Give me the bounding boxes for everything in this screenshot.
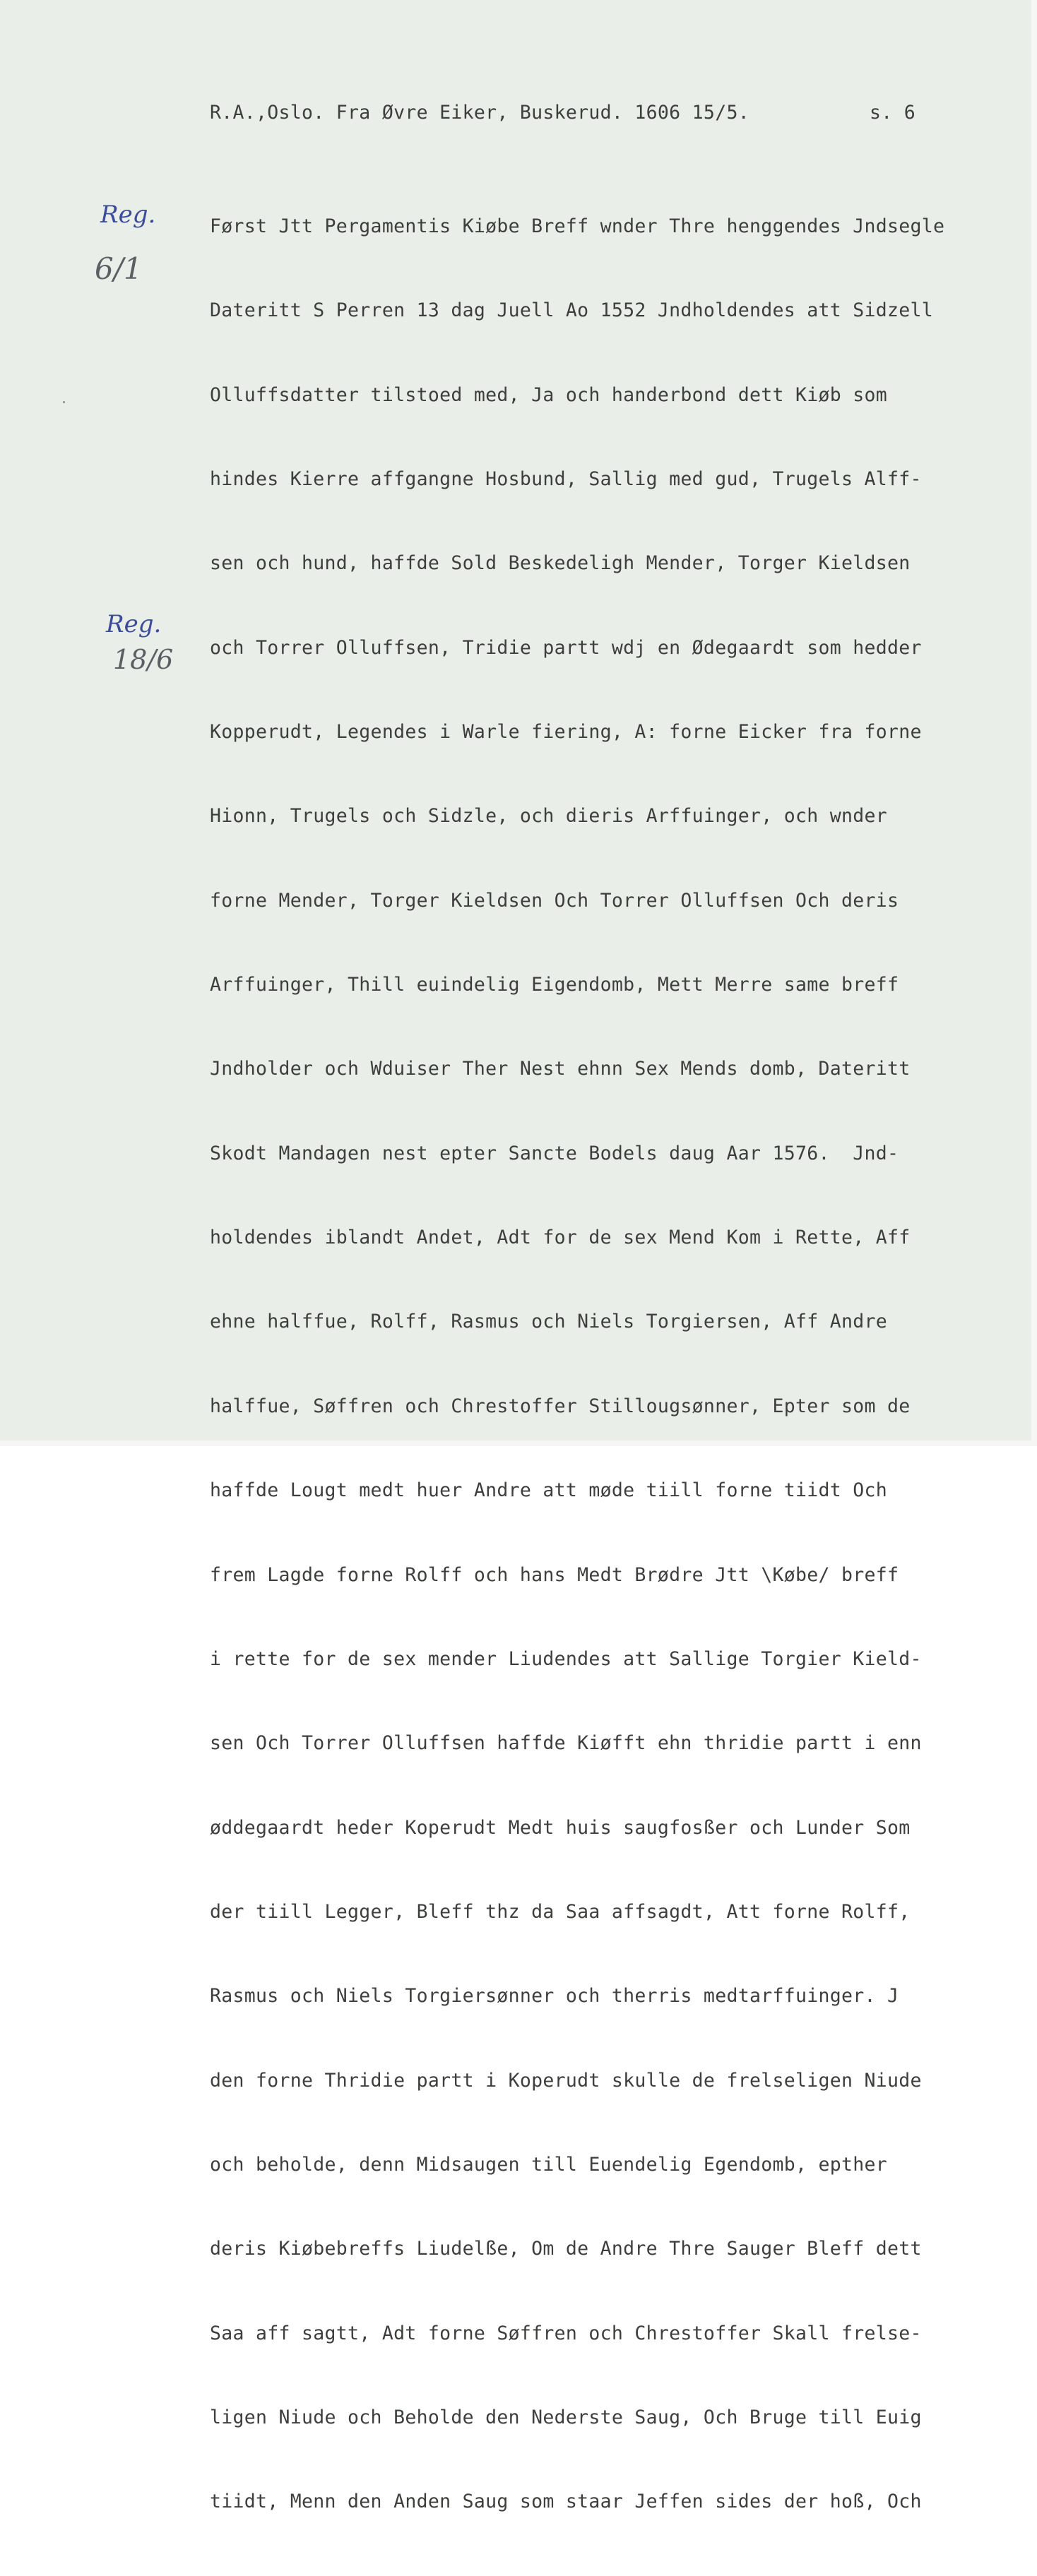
text-line: sen och hund, haffde Sold Beskedeligh Mender, Torger Kieldsen xyxy=(210,552,911,575)
text-line: holdendes iblandt Andet, Adt for de sex Mend Kom i Rette, Aff xyxy=(210,1227,911,1249)
text-line: sen Och Torrer Olluffsen haffde Kiøfft ehn thridie partt i enn xyxy=(210,1732,922,1755)
text-line: Kopperudt, Legendes i Warle fiering, A: forne Eicker fra forne xyxy=(210,721,922,744)
text-line: Dateritt S Perren 13 dag Juell Ao 1552 Jndholdendes att Sidzell xyxy=(210,299,934,322)
text-line: Skodt Mandagen nest epter Sancte Bodels daug Aar 1576. Jnd- xyxy=(210,1142,899,1164)
margin-annotation-label: Reg. xyxy=(106,610,162,638)
margin-annotation-value: 18/6 xyxy=(113,644,174,675)
text-line: Hionn, Trugels och Sidzle, och dieris Arffuinger, och wnder xyxy=(210,805,888,828)
text-line: forne Mender, Torger Kieldsen Och Torrer Olluffsen Och deris xyxy=(210,889,899,912)
text-line: deris Kiøbebreffs Liudelße, Om de Andre Thre Sauger Bleff dett xyxy=(210,2238,922,2260)
text-line: hindes Kierre affgangne Hosbund, Sallig med gud, Trugels Alff- xyxy=(210,468,922,491)
text-line: Arffuinger, Thill euindelig Eigendomb, Mett Merre same breff xyxy=(210,974,899,996)
text-line: Jndholder och Wduiser Ther Nest ehnn Sex Mends domb, Dateritt xyxy=(210,1058,911,1080)
text-line: i rette for de sex mender Liudendes att Sallige Torgier Kield- xyxy=(210,1647,922,1670)
document-header: R.A.,Oslo. Fra Øvre Eiker, Buskerud. 1606 15/5. xyxy=(210,102,749,124)
text-line: frem Lagde forne Rolff och hans Medt Brødre Jtt \Købe/ breff xyxy=(210,1563,899,1586)
margin-annotation-value: 6/1 xyxy=(95,251,143,286)
page-number: s. 6 xyxy=(870,102,916,124)
margin-annotation-label: Reg. xyxy=(100,201,156,229)
paper-speck xyxy=(63,401,65,403)
text-line: Rasmus och Niels Torgiersønner och therris medtarffuinger. J xyxy=(210,1985,899,2008)
document-body xyxy=(210,172,944,2576)
text-line: tiidt, Menn den Anden Saug som staar Jeffen sides der hoß, Och xyxy=(210,2491,922,2513)
text-line: Olluffsdatter tilstoed med, Ja och handerbond dett Kiøb som xyxy=(210,383,888,406)
text-line: Saa aff sagtt, Adt forne Søffren och Chrestoffer Skall frelse- xyxy=(210,2322,922,2344)
text-line: den forne Thridie partt i Koperudt skulle de frelseligen Niude xyxy=(210,2069,922,2092)
text-line: halffue, Søffren och Chrestoffer Stillougsønner, Epter som de xyxy=(210,1395,911,1417)
text-line: haffde Lougt medt huer Andre att møde tiill forne tiidt Och xyxy=(210,1479,888,1502)
text-line: ligen Niude och Beholde den Nederste Saug, Och Bruge till Euig xyxy=(210,2406,922,2428)
text-line: Først Jtt Pergamentis Kiøbe Breff wnder Thre henggendes Jndsegle xyxy=(210,215,945,237)
text-line: ehne halffue, Rolff, Rasmus och Niels Torgiersen, Aff Andre xyxy=(210,1311,888,1333)
text-line: der tiill Legger, Bleff thz da Saa affsagdt, Att forne Rolff, xyxy=(210,1900,911,1923)
text-line: och Torrer Olluffsen, Tridie partt wdj en Ødegaardt som hedder xyxy=(210,636,922,659)
text-line: øddegaardt heder Koperudt Medt huis saugfosßer och Lunder Som xyxy=(210,1816,911,1839)
text-line: och beholde, denn Midsaugen till Euendelig Egendomb, epther xyxy=(210,2153,888,2176)
